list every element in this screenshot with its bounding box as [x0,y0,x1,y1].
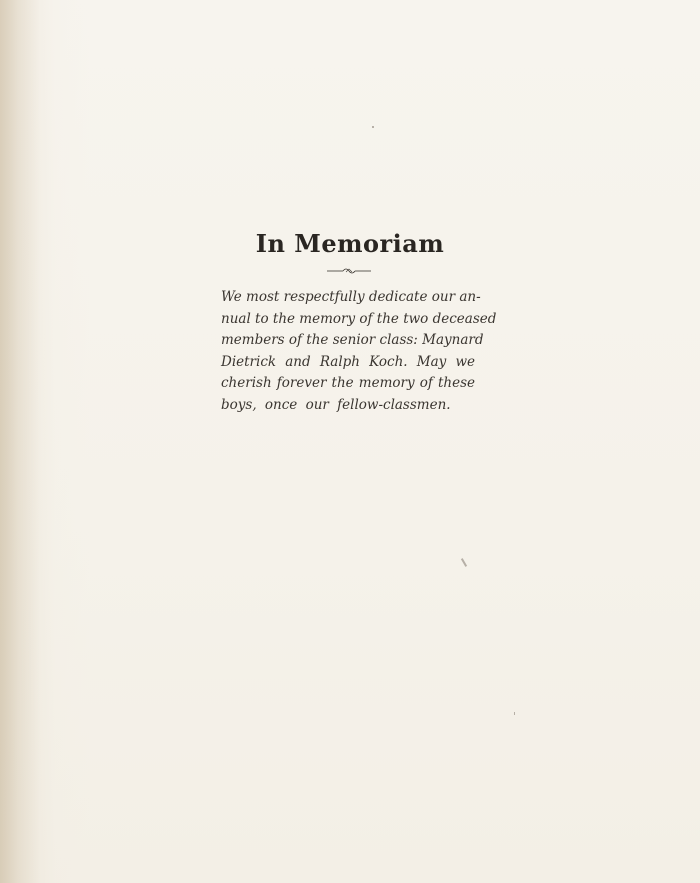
dedication-paragraph [221,287,497,416]
paper-speck [372,126,374,128]
dedication-line: nual to the memory of the two deceased [221,310,497,327]
page-title: In Memoriam [255,229,445,258]
paper-speck [461,558,467,567]
dedication-line: members of the senior class: Maynard [221,332,484,348]
flourish-divider-icon [327,266,371,276]
dedication-line: cherish forever the memory of these [221,375,475,391]
paper-speck [514,712,515,715]
page-spine-shadow [0,0,40,883]
dedication-line: Dietrick and Ralph Koch. May we [221,353,475,370]
dedication-line: boys, once our fellow-classmen. [221,396,451,413]
dedication-line: We most respectfully dedicate our an- [221,289,481,305]
